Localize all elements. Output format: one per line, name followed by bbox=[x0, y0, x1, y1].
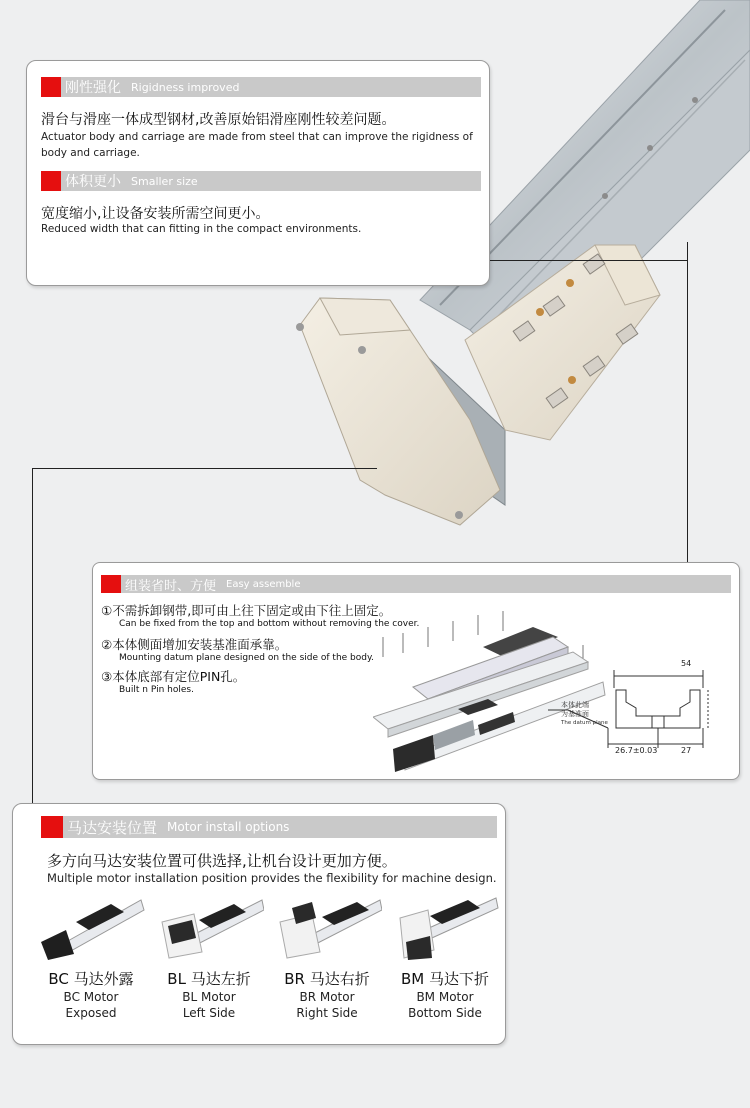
item-number: ③ bbox=[101, 669, 113, 684]
br-motor-icon bbox=[272, 892, 382, 960]
rigidity-heading-en: Rigidness improved bbox=[131, 80, 240, 94]
motor-heading-zh: 马达安装位置 bbox=[67, 818, 158, 837]
bl-en1: BL Motor bbox=[182, 990, 236, 1004]
leader-line-top-v bbox=[687, 242, 688, 562]
datum-zh-1: 本体此端 bbox=[561, 701, 589, 709]
assemble-heading-zh: 组装省时、方便 bbox=[125, 578, 217, 593]
motor-option-bc bbox=[31, 892, 151, 1021]
red-square-icon bbox=[101, 575, 121, 593]
motor-heading-en: Motor install options bbox=[167, 820, 290, 834]
features-panel bbox=[26, 60, 490, 286]
bm-motor-icon bbox=[390, 892, 500, 960]
bm-code: BM 马达下折 bbox=[400, 970, 489, 988]
motor-option-bl bbox=[149, 892, 269, 1021]
item-en: Can be fixed from the top and bottom without removing the cover. bbox=[119, 619, 420, 629]
rigidity-heading-bar bbox=[41, 77, 481, 97]
dim-left: 26.7±0.03 bbox=[615, 746, 658, 755]
leader-line-left-v bbox=[32, 468, 33, 806]
red-square-icon bbox=[41, 816, 63, 838]
size-heading-en: Smaller size bbox=[131, 174, 198, 188]
bm-en1: BM Motor bbox=[416, 990, 474, 1004]
item-number: ① bbox=[101, 603, 113, 618]
assemble-heading-bar bbox=[101, 575, 731, 593]
bc-motor-icon bbox=[36, 892, 146, 960]
datum-en: The datum plane bbox=[561, 720, 608, 726]
item-zh: 不需拆卸钢带,即可由上往下固定或由下往上固定。 bbox=[112, 603, 392, 618]
red-square-icon bbox=[41, 171, 61, 191]
br-en2: Right Side bbox=[296, 1006, 358, 1020]
assemble-heading-en: Easy assemble bbox=[226, 578, 301, 590]
datum-zh-2: 为基准面 bbox=[561, 710, 589, 718]
size-desc-en: Reduced width that can fitting in the compact environments. bbox=[41, 223, 362, 235]
item-en: Built n Pin holes. bbox=[119, 685, 194, 695]
bl-en2: Left Side bbox=[182, 1006, 236, 1020]
motor-panel bbox=[12, 803, 506, 1045]
rigidity-heading-zh: 刚性强化 bbox=[65, 80, 121, 96]
motor-heading-bar bbox=[41, 816, 497, 838]
motor-desc-zh: 多方向马达安装位置可供选择,让机台设计更加方便。 bbox=[47, 852, 397, 870]
item-en: Mounting datum plane designed on the side of the body. bbox=[119, 653, 374, 663]
size-desc-zh: 宽度缩小,让设备安装所需空间更小。 bbox=[41, 206, 270, 222]
motor-option-br bbox=[267, 892, 387, 1021]
bl-code: BL 马达左折 bbox=[167, 970, 251, 988]
size-heading-zh: 体积更小 bbox=[65, 174, 121, 190]
red-square-icon bbox=[41, 77, 61, 97]
assemble-item-3 bbox=[101, 667, 245, 695]
item-number: ② bbox=[101, 637, 113, 652]
dim-width-54: 54 bbox=[681, 659, 692, 668]
rigidity-desc-zh: 滑台与滑座一体成型钢材,改善原始铝滑座刚性较差问题。 bbox=[41, 112, 396, 128]
item-zh: 本体侧面增加安装基准面承靠。 bbox=[112, 637, 288, 652]
bl-motor-icon bbox=[154, 892, 264, 960]
dim-right: 27 bbox=[681, 746, 692, 755]
item-zh: 本体底部有定位PIN孔。 bbox=[112, 669, 246, 684]
assemble-item-2 bbox=[101, 635, 374, 663]
br-code: BR 马达右折 bbox=[284, 970, 370, 988]
bm-en2: Bottom Side bbox=[408, 1006, 482, 1020]
leader-line-left-h bbox=[32, 468, 377, 469]
rigidity-desc-en: Actuator body and carriage are made from steel that can improve the rigidness of body and carriage. bbox=[41, 131, 473, 159]
bc-en2: Exposed bbox=[65, 1006, 117, 1020]
assemble-panel bbox=[92, 562, 740, 780]
bc-en1: BC Motor bbox=[63, 990, 119, 1004]
motor-option-bm bbox=[385, 892, 505, 1021]
br-en1: BR Motor bbox=[299, 990, 355, 1004]
bc-code: BC 马达外露 bbox=[48, 970, 134, 988]
size-heading-bar bbox=[41, 171, 481, 191]
motor-desc-en: Multiple motor installation position provides the flexibility for machine design. bbox=[47, 871, 497, 885]
assemble-item-1 bbox=[101, 601, 419, 629]
